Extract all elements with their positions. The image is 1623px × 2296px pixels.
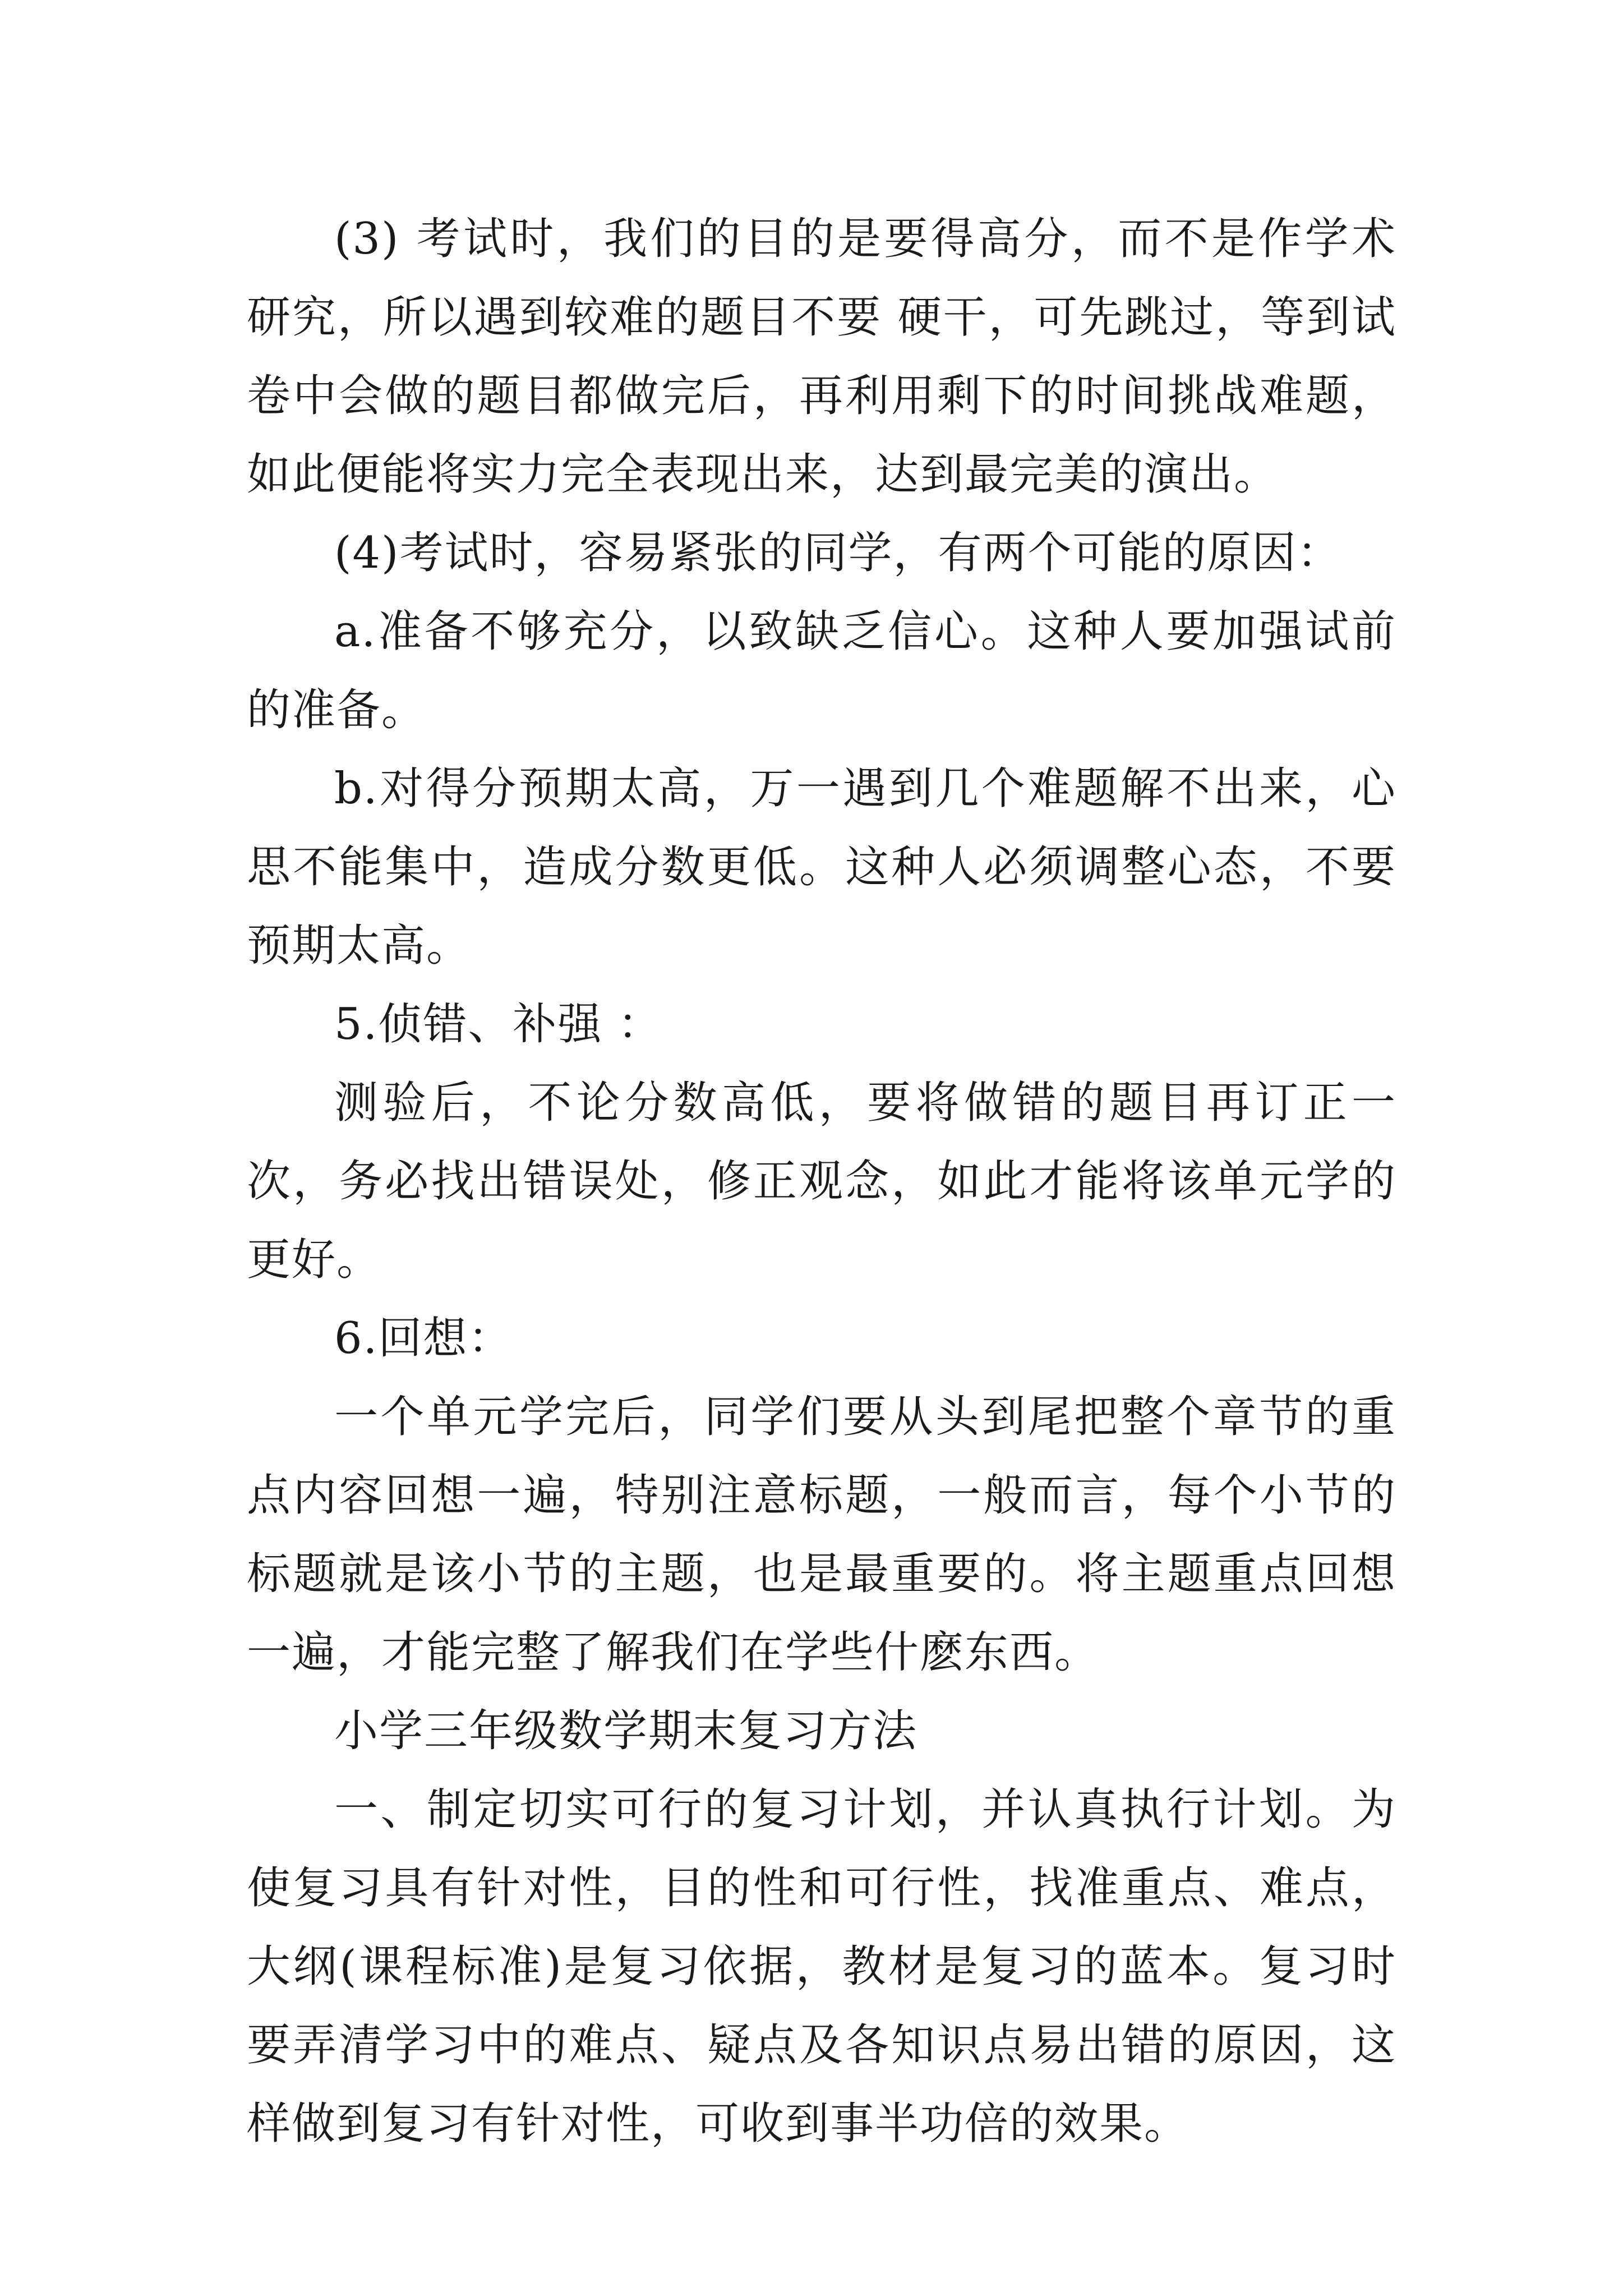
- paragraph-error-check: 测验后，不论分数高低，要将做错的题目再订正一次，务必找出错误处，修正观念，如此才能将该单元学的更好。: [247, 1078, 1396, 1285]
- paragraph-review-plan: 一、制定切实可行的复习计划，并认真执行计划。为使复习具有针对性，目的性和可行性，找准重点、难点，大纲(课程标准)是复习依据，教材是复习的蓝本。复习时要弄清学习中的难点、疑点及各知识点易出错的原因，这样做到复习有针对性，可收到事半功倍的效果。: [247, 1784, 1396, 2149]
- paragraph-exam-strategy: (3) 考试时，我们的目的是要得高分，而不是作学术研究，所以遇到较难的题目不要 硬干，可先跳过，等到试卷中会做的题目都做完后，再利用剩下的时间挑战难题，如此便能将实力完全表现出来，达到最完美的演出。: [247, 214, 1396, 500]
- document-body: [247, 200, 1396, 2163]
- paragraph-nervousness-causes: (4)考试时，容易紧张的同学，有两个可能的原因：: [334, 528, 1342, 578]
- paragraph-cause-a: a.准备不够充分，以致缺乏信心。这种人要加强试前的准备。: [247, 606, 1396, 735]
- paragraph-cause-b: b.对得分预期太高，万一遇到几个难题解不出来，心思不能集中，造成分数更低。这种人必须调整心态，不要预期太高。: [247, 763, 1396, 971]
- section-title: 小学三年级数学期末复习方法: [334, 1706, 918, 1756]
- heading-error-check: 5.侦错、补强 ：: [334, 999, 663, 1050]
- paragraph-recall: 一个单元学完后，同学们要从头到尾把整个章节的重点内容回想一遍，特别注意标题，一般而言，每个小节的标题就是该小节的主题，也是最重要的。将主题重点回想一遍，才能完整了解我们在学些什麽东西。: [247, 1392, 1396, 1678]
- heading-recall: 6.回想：: [334, 1313, 513, 1364]
